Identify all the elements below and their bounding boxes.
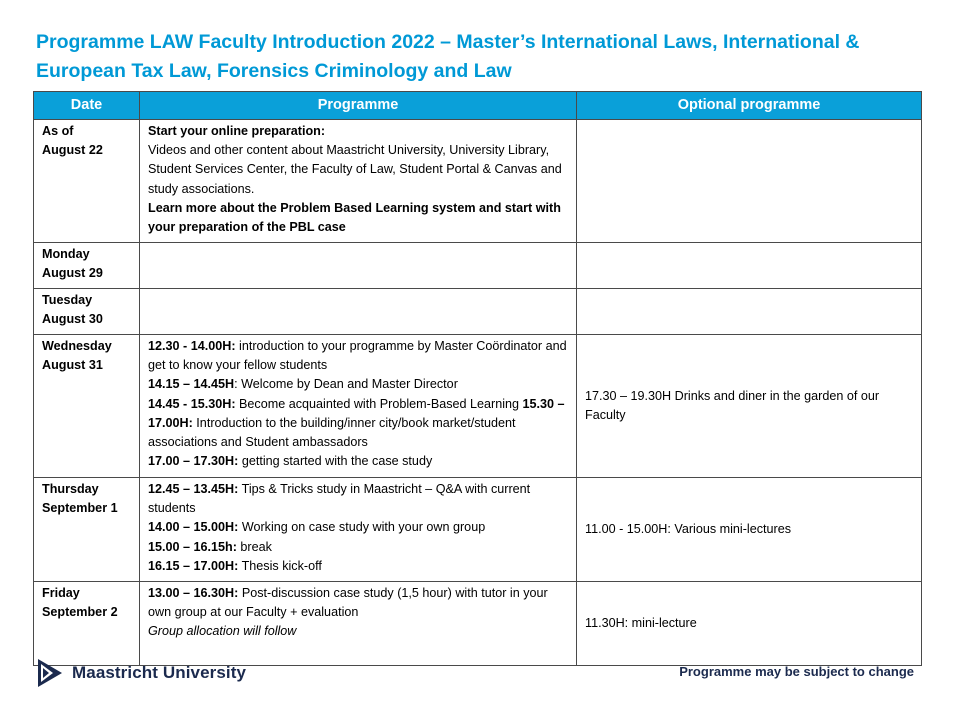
programme-cell bbox=[140, 582, 577, 666]
day-label: Monday bbox=[42, 247, 90, 261]
activity-text: Become acquainted with Problem-Based Learning bbox=[235, 396, 523, 411]
programme-line bbox=[148, 584, 570, 622]
date-label: August 31 bbox=[42, 358, 103, 373]
programme-line bbox=[148, 538, 570, 557]
programme-cell bbox=[140, 289, 577, 335]
activity-text: getting started with the case study bbox=[238, 454, 433, 469]
date-cell bbox=[34, 289, 140, 335]
time-label: 14.45 - 15.30H: bbox=[148, 396, 236, 411]
day-label: Friday bbox=[42, 586, 80, 600]
activity-text: Thesis kick-off bbox=[238, 558, 322, 573]
logo-text: Maastricht University bbox=[72, 663, 247, 682]
time-label: 17.00 – 17.30H: bbox=[148, 454, 239, 469]
header-programme: Programme bbox=[140, 92, 577, 120]
table-row bbox=[34, 478, 922, 582]
activity-text: Post-discussion case study (1,5 hour) with tutor in your own group at our Faculty + evaluation bbox=[148, 586, 548, 620]
time-label: 13.00 – 16.30H: bbox=[148, 586, 239, 600]
page-title: Programme LAW Faculty Introduction 2022 – Master’s International Laws, International & European Tax Law, Forensics Criminology and Law bbox=[36, 31, 860, 82]
day-label: As of bbox=[42, 124, 74, 138]
programme-cell bbox=[140, 335, 577, 478]
date-label: August 30 bbox=[42, 312, 103, 327]
header-optional: Optional programme bbox=[577, 92, 922, 120]
time-label: 14.00 – 15.00H: bbox=[148, 520, 239, 535]
programme-cell bbox=[140, 478, 577, 582]
date-label: August 29 bbox=[42, 266, 103, 281]
date-label: August 22 bbox=[42, 143, 103, 158]
activity-text: break bbox=[236, 539, 272, 554]
programme-heading: Start your online preparation: bbox=[148, 124, 326, 138]
table-row bbox=[34, 243, 922, 289]
group-allocation-note: Group allocation will follow bbox=[148, 624, 297, 639]
programme-text: Videos and other content about Maastricht University, University Library, Student Services Center, the Faculty of Law, Student Portal & Canvas and study associations. bbox=[148, 143, 562, 196]
activity-text: Tips & Tricks study in Maastricht – Q&A with current students bbox=[148, 482, 531, 516]
programme-heading: Learn more about the Problem Based Learning system and start with your preparation of the PBL case bbox=[148, 200, 561, 235]
programme-line bbox=[148, 557, 570, 576]
disclaimer-text: Programme may be subject to change bbox=[679, 664, 914, 679]
date-label: September 2 bbox=[42, 605, 118, 620]
date-cell bbox=[34, 335, 140, 478]
optional-cell bbox=[577, 120, 922, 243]
um-logo-icon bbox=[38, 657, 62, 689]
table-row bbox=[34, 335, 922, 478]
programme-line bbox=[148, 452, 570, 471]
activity-text: Introduction to the building/inner city/book market/student associations and Student ambassadors bbox=[148, 415, 516, 450]
table-row bbox=[34, 289, 922, 335]
date-cell bbox=[34, 478, 140, 582]
optional-cell: 11.00 - 15.00H: Various mini-lectures bbox=[577, 478, 922, 582]
programme-cell bbox=[140, 120, 577, 243]
programme-line bbox=[148, 395, 570, 453]
optional-cell: 11.30H: mini-lecture bbox=[577, 582, 922, 666]
time-label: 16.15 – 17.00H: bbox=[148, 558, 239, 573]
time-label: 12.30 - 14.00H: bbox=[148, 339, 236, 353]
programme-line bbox=[148, 375, 570, 394]
maastricht-university-logo bbox=[38, 657, 246, 689]
table-header-row bbox=[34, 92, 922, 120]
day-label: Wednesday bbox=[42, 339, 112, 353]
time-label: 12.45 – 13.45H: bbox=[148, 482, 239, 496]
activity-text: introduction to your programme by Master Coördinator and get to know your fellow students bbox=[148, 339, 567, 373]
programme-line bbox=[148, 480, 570, 518]
header-date: Date bbox=[34, 92, 140, 120]
programme-line bbox=[148, 518, 570, 537]
programme-cell bbox=[140, 243, 577, 289]
time-label: 15.00 – 16.15h: bbox=[148, 539, 237, 554]
activity-text: : Welcome by Dean and Master Director bbox=[234, 377, 458, 392]
optional-cell bbox=[577, 243, 922, 289]
time-label: 14.15 – 14.45H bbox=[148, 377, 235, 392]
programme-line bbox=[148, 337, 570, 375]
date-cell bbox=[34, 582, 140, 666]
optional-cell bbox=[577, 289, 922, 335]
date-label: September 1 bbox=[42, 501, 118, 516]
date-cell bbox=[34, 120, 140, 243]
date-cell bbox=[34, 243, 140, 289]
table-row bbox=[34, 582, 922, 666]
day-label: Thursday bbox=[42, 482, 99, 496]
table-row bbox=[34, 120, 922, 243]
time-label: 15.30 – 17.00H: bbox=[148, 396, 565, 430]
optional-cell: 17.30 – 19.30H Drinks and diner in the garden of our Faculty bbox=[577, 335, 922, 478]
activity-text: Working on case study with your own group bbox=[238, 520, 486, 535]
programme-table bbox=[33, 91, 922, 666]
day-label: Tuesday bbox=[42, 293, 93, 307]
